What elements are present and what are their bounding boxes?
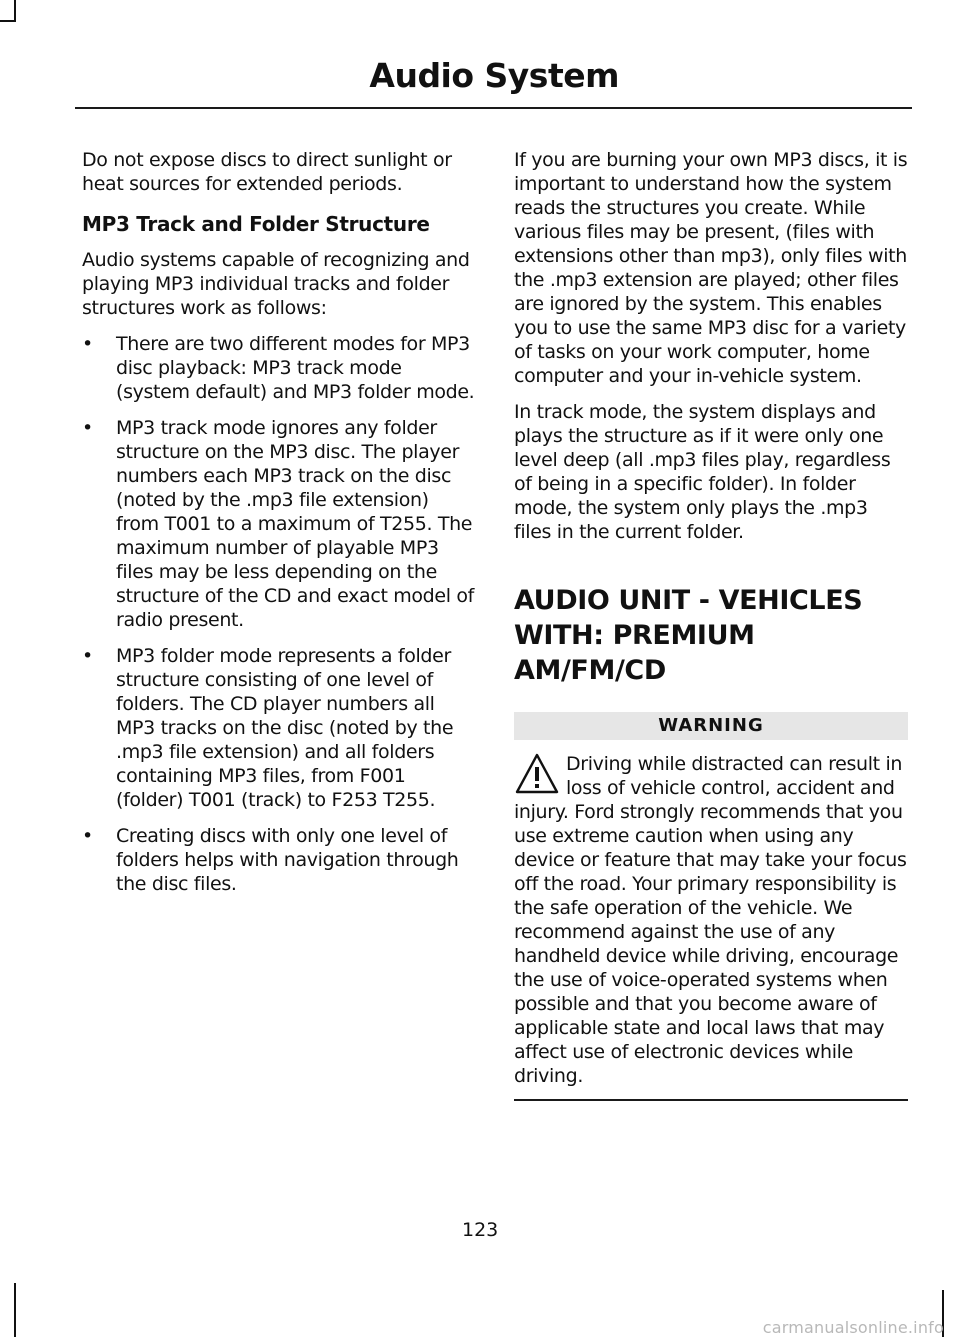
list-item-text: MP3 folder mode represents a folder structure consisting of one level of folders. The CD player numbers all MP3 tracks on the disc (noted by the .mp3 file extension) and all folders containing MP3 files, from F001 (folder) T001 (track) to F253 T255. [116,645,454,811]
bullet-symbol: • [82,645,93,667]
heading-line: AM/FM/CD [514,655,666,686]
watermark: carmanualsonline.info [762,1318,944,1337]
bullet-symbol: • [82,417,93,439]
list-item [82,332,476,404]
crop-mark-bottom-left-vertical [14,1283,16,1337]
warning-label: WARNING [514,712,908,740]
burning-paragraph: If you are burning your own MP3 discs, it is important to understand how the system reads the structures you create. While various files may be present, (files with extensions other than mp3), only files with the .mp3 extension are played; other files are ignored by the system. This enables you to use the same MP3 disc for a variety of tasks on your work computer, home computer and your in-vehicle system. [514,149,908,387]
audio-unit-heading [514,584,908,688]
right-column [514,148,908,1101]
heading-line: AUDIO UNIT - VEHICLES [514,585,863,616]
list-item [82,416,476,632]
left-column [82,148,476,908]
warning-triangle-icon [514,752,560,796]
warning-divider [514,1099,908,1101]
crop-mark-top-left-horizontal [0,20,16,22]
section-heading: MP3 Track and Folder Structure [82,212,430,236]
intro-paragraph: Do not expose discs to direct sunlight or heat sources for extended periods. [82,149,452,195]
page-number: 123 [462,1219,499,1241]
crop-mark-top-left-vertical [14,0,16,20]
bullet-symbol: • [82,333,93,355]
track-mode-paragraph: In track mode, the system displays and plays the structure as if it were only one level deep (all .mp3 files play, regardless of being in a specific folder). In folder mode, the system only plays the .mp3 files in the current folder. [514,401,891,543]
warning-text: Driving while distracted can result in loss of vehicle control, accident and injury. Ford strongly recommends that you use extreme caution when using any device or feature that may take your focus off the road. Your primary responsibility is the safe operation of the vehicle. We recommend against the use of any handheld device while driving, encourage the use of voice-operated systems when possible and that you become aware of applicable state and local laws that may affect use of electronic devices while driving. [514,753,907,1087]
warning-box [514,752,908,1101]
list-item-text: Creating discs with only one level of folders helps with navigation through the disc files. [116,825,459,895]
list-item-text: There are two different modes for MP3 disc playback: MP3 track mode (system default) and MP3 folder mode. [116,333,475,403]
list-item-text: MP3 track mode ignores any folder structure on the MP3 disc. The player numbers each MP3 track on the disc (noted by the .mp3 file extension) from T001 to a maximum of T255. The maximum number of playable MP3 files may be less depending on the structure of the CD and exact model of radio present. [116,417,474,631]
heading-line: WITH: PREMIUM [514,620,755,651]
section-intro-paragraph: Audio systems capable of recognizing and playing MP3 individual tracks and folder structures work as follows: [82,249,470,319]
header-divider [75,107,912,109]
page-title: Audio System [369,56,619,95]
bullet-symbol: • [82,825,93,847]
bullet-list [82,332,476,896]
list-item [82,824,476,896]
list-item [82,644,476,812]
